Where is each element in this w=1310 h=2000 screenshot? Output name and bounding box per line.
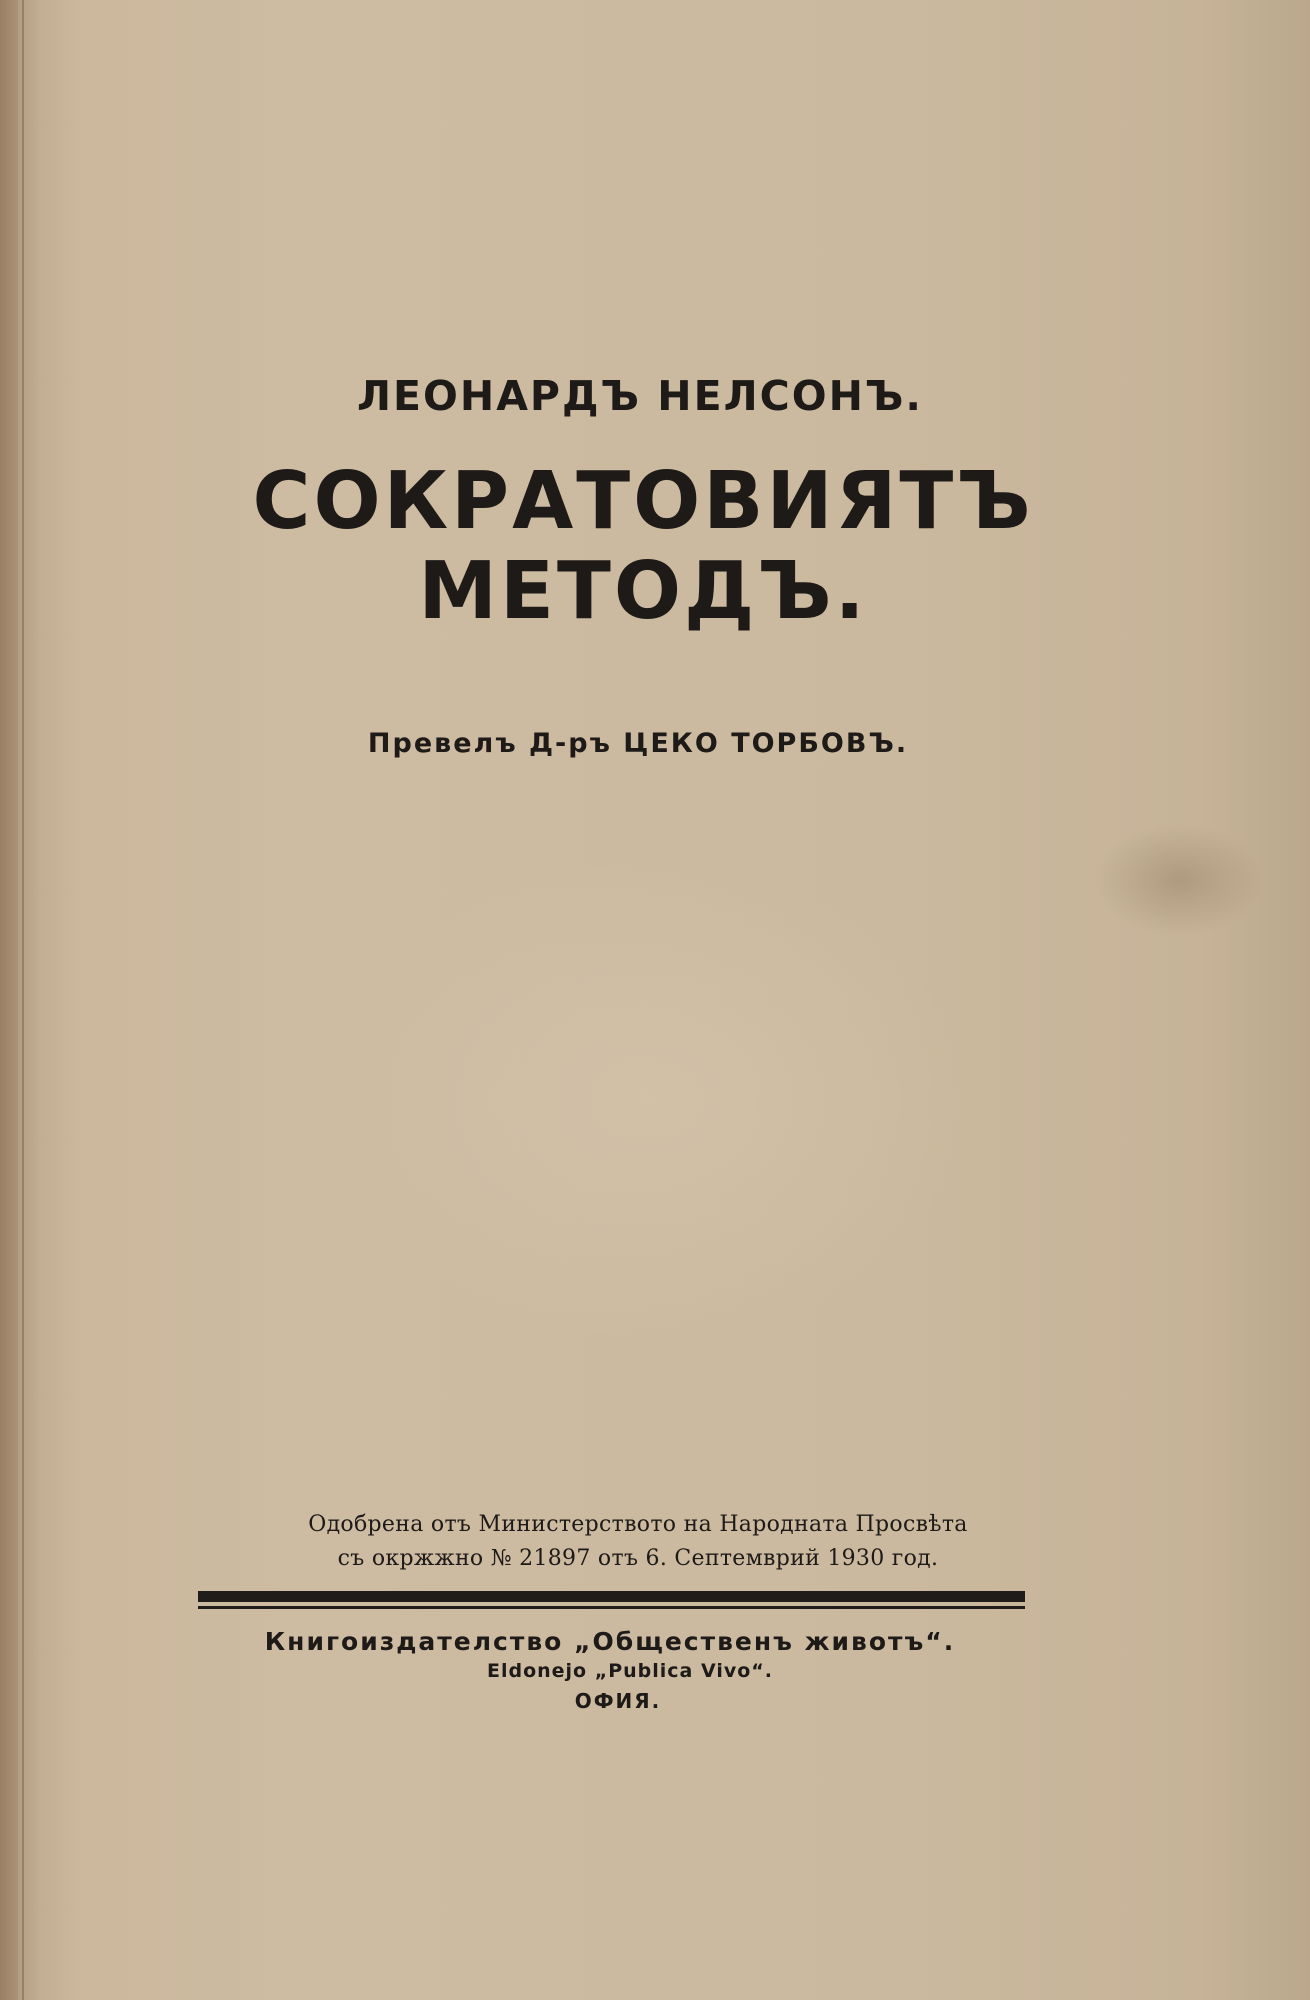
book-title-line-2: МЕТОДЪ. xyxy=(418,545,868,637)
divider-thin xyxy=(198,1606,1025,1609)
author-name: ЛЕОНАРДЪ НЕЛСОНЪ. xyxy=(356,372,924,420)
publisher-name: Книгоиздателство „Общественъ животъ“. xyxy=(264,1627,956,1656)
translator-credit: Превелъ Д-ръ ЦЕКО ТОРБОВЪ. xyxy=(367,728,909,759)
publisher-esperanto-name: Eldonejo „Publica Vivo“. xyxy=(486,1660,774,1682)
approval-note-line-1: Одобрена отъ Министерството на Народната Просвѣта xyxy=(308,1512,968,1537)
book-title-line-1: СОКРАТОВИЯТЪ xyxy=(252,455,1034,547)
divider-thick xyxy=(198,1591,1025,1602)
approval-note-line-2: съ окржжно № 21897 отъ 6. Септемврий 1930 год. xyxy=(337,1546,939,1571)
publication-city: ОФИЯ. xyxy=(574,1689,662,1713)
